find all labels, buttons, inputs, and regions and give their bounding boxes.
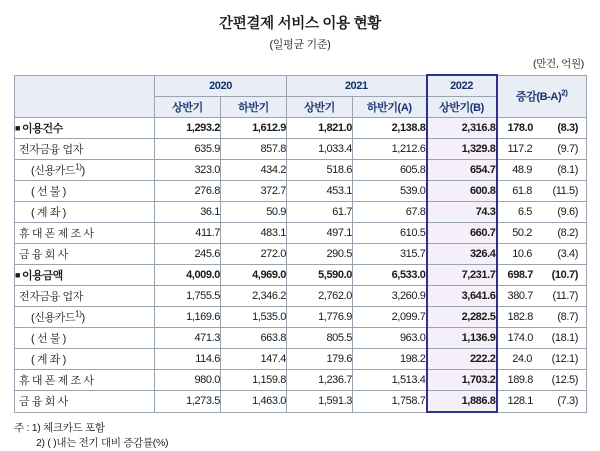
diff-cell: 182.8 (8.7) <box>497 307 587 328</box>
header-year-2021: 2021 <box>287 75 427 97</box>
diff-cell: 24.0 (12.1) <box>497 349 587 370</box>
diff-cell: 117.2 (9.7) <box>497 139 587 160</box>
data-cell: 4,969.0 <box>221 265 287 286</box>
data-cell: 1,159.8 <box>221 370 287 391</box>
data-cell: 1,293.2 <box>155 118 221 139</box>
data-cell: 1,755.5 <box>155 286 221 307</box>
table-row <box>15 181 587 202</box>
row-label: ■ 이용건수 <box>15 118 155 139</box>
data-cell: 471.3 <box>155 328 221 349</box>
data-cell: 1,329.8 <box>427 139 497 160</box>
header-year-2020: 2020 <box>155 75 287 97</box>
data-cell: 290.5 <box>287 244 353 265</box>
data-cell: 67.8 <box>353 202 427 223</box>
header-period-2022-h1: 상반기(B) <box>427 97 497 118</box>
row-label: 전자금융 업자 <box>15 286 155 307</box>
data-cell: 660.7 <box>427 223 497 244</box>
table-header <box>15 75 587 118</box>
diff-cell: 48.9 (8.1) <box>497 160 587 181</box>
square-bullet-icon: ■ <box>15 123 21 133</box>
header-period-2021-h2: 하반기(A) <box>353 97 427 118</box>
table-row <box>15 160 587 181</box>
row-label: ( 계 좌 ) <box>15 349 155 370</box>
data-cell: 1,273.5 <box>155 391 221 413</box>
footnote-1: 주 : 1) 체크카드 포함 <box>14 422 105 434</box>
footnote-2: 2) ( )내는 전기 대비 증감률(%) <box>36 437 169 450</box>
header-diff-label: 증감(B-A) <box>515 91 562 104</box>
data-cell: 272.0 <box>221 244 287 265</box>
header-period-2020-h2: 하반기 <box>221 97 287 118</box>
data-cell: 198.2 <box>353 349 427 370</box>
data-cell: 963.0 <box>353 328 427 349</box>
data-cell: 1,033.4 <box>287 139 353 160</box>
data-cell: 372.7 <box>221 181 287 202</box>
data-cell: 1,591.3 <box>287 391 353 413</box>
row-label: (신용카드$^{1)}$) <box>15 307 155 328</box>
header-period-2020-h1: 상반기 <box>155 97 221 118</box>
table-body <box>15 118 587 413</box>
row-label: 금 융 회 사 <box>15 391 155 413</box>
header-diff-sup: 2) <box>561 88 568 98</box>
table-row <box>15 391 587 413</box>
data-cell: 222.2 <box>427 349 497 370</box>
data-cell: 857.8 <box>221 139 287 160</box>
diff-cell: 6.5 (9.6) <box>497 202 587 223</box>
header-diff <box>497 75 587 118</box>
data-cell: 245.6 <box>155 244 221 265</box>
data-cell: 147.4 <box>221 349 287 370</box>
footnotes <box>14 421 586 451</box>
data-cell: 2,138.8 <box>353 118 427 139</box>
table-row <box>15 286 587 307</box>
row-label: 금 융 회 사 <box>15 244 155 265</box>
data-cell: 654.7 <box>427 160 497 181</box>
diff-cell: 698.7 (10.7) <box>497 265 587 286</box>
data-cell: 5,590.0 <box>287 265 353 286</box>
row-label: 휴 대 폰 제 조 사 <box>15 223 155 244</box>
diff-cell: 189.8 (12.5) <box>497 370 587 391</box>
table-row <box>15 139 587 160</box>
data-cell: 2,346.2 <box>221 286 287 307</box>
data-cell: 1,535.0 <box>221 307 287 328</box>
header-blank-cell <box>15 75 155 118</box>
diff-cell: 10.6 (3.4) <box>497 244 587 265</box>
data-cell: 1,703.2 <box>427 370 497 391</box>
data-cell: 315.7 <box>353 244 427 265</box>
table-header-row-years <box>15 75 587 97</box>
data-cell: 2,762.0 <box>287 286 353 307</box>
row-label: ■ 이용금액 <box>15 265 155 286</box>
table-row <box>15 349 587 370</box>
data-cell: 3,260.9 <box>353 286 427 307</box>
data-cell: 663.8 <box>221 328 287 349</box>
row-label: ( 선 불 ) <box>15 328 155 349</box>
data-cell: 2,316.8 <box>427 118 497 139</box>
data-cell: 4,009.0 <box>155 265 221 286</box>
data-cell: 434.2 <box>221 160 287 181</box>
row-label: 휴 대 폰 제 조 사 <box>15 370 155 391</box>
row-label: ( 계 좌 ) <box>15 202 155 223</box>
data-cell: 7,231.7 <box>427 265 497 286</box>
square-bullet-icon: ■ <box>15 270 21 280</box>
header-year-2022: 2022 <box>427 75 497 97</box>
row-label: (신용카드$^{1)}$) <box>15 160 155 181</box>
data-cell: 276.8 <box>155 181 221 202</box>
data-cell: 539.0 <box>353 181 427 202</box>
data-cell: 805.5 <box>287 328 353 349</box>
data-cell: 497.1 <box>287 223 353 244</box>
data-cell: 518.6 <box>287 160 353 181</box>
row-label: 전자금융 업자 <box>15 139 155 160</box>
diff-cell: 128.1 (7.3) <box>497 391 587 413</box>
data-cell: 483.1 <box>221 223 287 244</box>
data-table <box>14 74 587 413</box>
row-label: ( 선 불 ) <box>15 181 155 202</box>
table-row <box>15 244 587 265</box>
data-cell: 1,612.9 <box>221 118 287 139</box>
data-cell: 36.1 <box>155 202 221 223</box>
table-row <box>15 328 587 349</box>
data-cell: 50.9 <box>221 202 287 223</box>
data-cell: 1,886.8 <box>427 391 497 413</box>
data-cell: 1,236.7 <box>287 370 353 391</box>
unit-note: (만건, 억원) <box>533 58 584 70</box>
diff-cell: 61.8 (11.5) <box>497 181 587 202</box>
data-cell: 610.5 <box>353 223 427 244</box>
data-cell: 1,758.7 <box>353 391 427 413</box>
diff-cell: 174.0 (18.1) <box>497 328 587 349</box>
data-cell: 2,282.5 <box>427 307 497 328</box>
data-cell: 323.0 <box>155 160 221 181</box>
data-cell: 61.7 <box>287 202 353 223</box>
data-cell: 980.0 <box>155 370 221 391</box>
data-cell: 1,463.0 <box>221 391 287 413</box>
data-cell: 1,136.9 <box>427 328 497 349</box>
data-cell: 1,513.4 <box>353 370 427 391</box>
diff-cell: 380.7 (11.7) <box>497 286 587 307</box>
table-row <box>15 265 587 286</box>
table-row <box>15 223 587 244</box>
data-cell: 74.3 <box>427 202 497 223</box>
data-cell: 600.8 <box>427 181 497 202</box>
data-cell: 3,641.6 <box>427 286 497 307</box>
data-cell: 326.4 <box>427 244 497 265</box>
table-row <box>15 307 587 328</box>
table-row <box>15 202 587 223</box>
data-cell: 1,169.6 <box>155 307 221 328</box>
page-subtitle: (일평균 기준) <box>269 39 331 51</box>
data-cell: 2,099.7 <box>353 307 427 328</box>
diff-cell: 50.2 (8.2) <box>497 223 587 244</box>
header-period-2021-h1: 상반기 <box>287 97 353 118</box>
data-cell: 605.8 <box>353 160 427 181</box>
data-cell: 1,776.9 <box>287 307 353 328</box>
data-cell: 453.1 <box>287 181 353 202</box>
data-cell: 179.6 <box>287 349 353 370</box>
table-row <box>15 118 587 139</box>
data-cell: 1,821.0 <box>287 118 353 139</box>
data-cell: 6,533.0 <box>353 265 427 286</box>
data-cell: 411.7 <box>155 223 221 244</box>
data-cell: 635.9 <box>155 139 221 160</box>
table-row <box>15 370 587 391</box>
page-title: 간편결제 서비스 이용 현황 <box>219 16 381 32</box>
data-cell: 114.6 <box>155 349 221 370</box>
diff-cell: 178.0 (8.3) <box>497 118 587 139</box>
data-cell: 1,212.6 <box>353 139 427 160</box>
